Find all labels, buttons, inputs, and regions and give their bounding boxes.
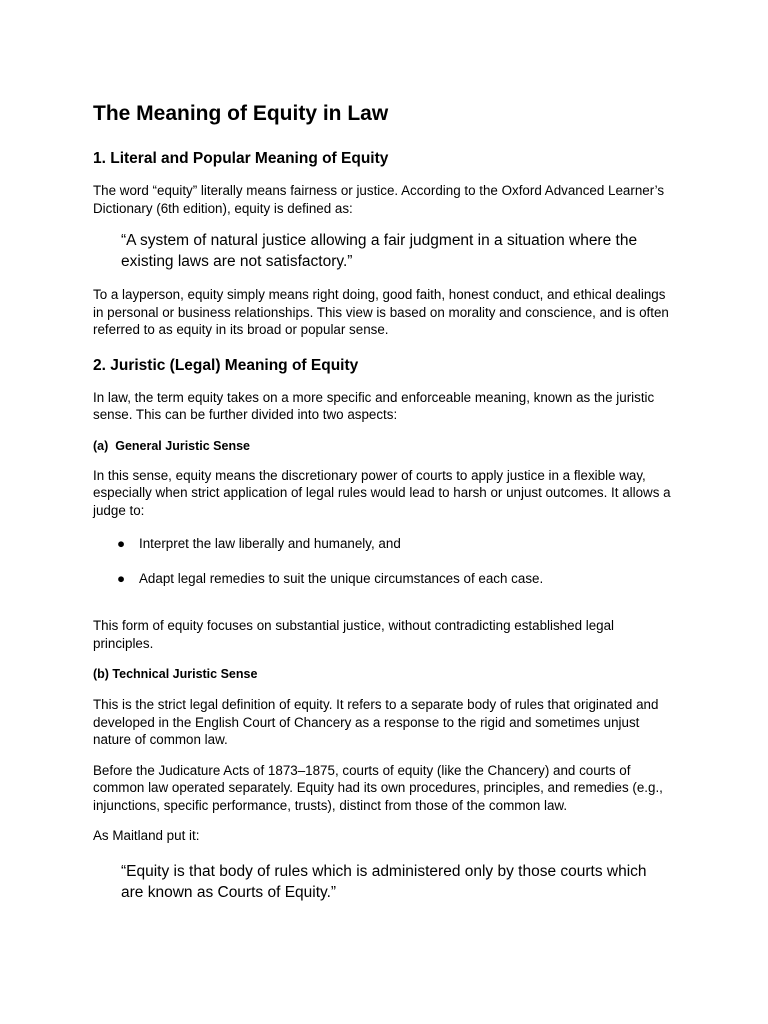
- section-1-quote: “A system of natural justice allowing a fair judgment in a situation where the existing laws are not satisfactory.”: [121, 232, 638, 270]
- subsection-b-quote: “Equity is that body of rules which is administered only by those courts which are known as Courts of Equity.”: [121, 862, 647, 901]
- list-item: [93, 570, 673, 588]
- subsection-a-paragraph-2: This form of equity focuses on substantial justice, without contradicting established legal principles.: [93, 618, 615, 651]
- bullet-icon: ●: [117, 536, 126, 551]
- section-1-heading: 1. Literal and Popular Meaning of Equity: [93, 150, 389, 167]
- subsection-a-paragraph-1: In this sense, equity means the discretionary power of courts to apply justice in a flexible way, especially when strict application of legal rules would lead to harsh or unjust outcomes. It allows a judge to:: [93, 467, 671, 518]
- subsection-b-paragraph-2: Before the Judicature Acts of 1873–1875, courts of equity (like the Chancery) and courts of common law operated separately. Equity had its own procedures, principles, and remedies (e.g., injunctions, specific performance, trusts), distinct from those of the common law.: [93, 762, 663, 813]
- subsection-a-bullet-list: [93, 535, 673, 587]
- subsection-b-paragraph-1: This is the strict legal definition of equity. It refers to a separate body of rules that originated and developed in the English Court of Chancery as a response to the rigid and sometimes unjust nature of common law.: [93, 697, 659, 747]
- subsection-a-heading: (a) General Juristic Sense: [93, 438, 251, 453]
- section-1-paragraph-2: To a layperson, equity simply means right doing, good faith, honest conduct, and ethical dealings in personal or business relationships. This view is based on morality and conscience, and is often referred to as equity in its broad or popular sense.: [93, 287, 669, 337]
- section-1-paragraph-1: The word “equity” literally means fairness or justice. According to the Oxford Advanced Learner’s Dictionary (6th edition), equity is defined as:: [93, 183, 665, 216]
- document-page: [93, 100, 673, 917]
- section-2-heading: 2. Juristic (Legal) Meaning of Equity: [93, 356, 359, 374]
- list-item-text: Interpret the law liberally and humanely, and: [139, 536, 401, 551]
- list-item-text: Adapt legal remedies to suit the unique circumstances of each case.: [139, 570, 544, 586]
- subsection-b-paragraph-3: As Maitland put it:: [93, 828, 200, 843]
- bullet-icon: ●: [117, 570, 126, 586]
- list-item: [93, 535, 673, 553]
- subsection-b-heading: (b) Technical Juristic Sense: [93, 667, 258, 681]
- section-2-intro: In law, the term equity takes on a more specific and enforceable meaning, known as the juristic sense. This can be further divided into two aspects:: [93, 389, 655, 422]
- document-title: The Meaning of Equity in Law: [93, 102, 389, 125]
